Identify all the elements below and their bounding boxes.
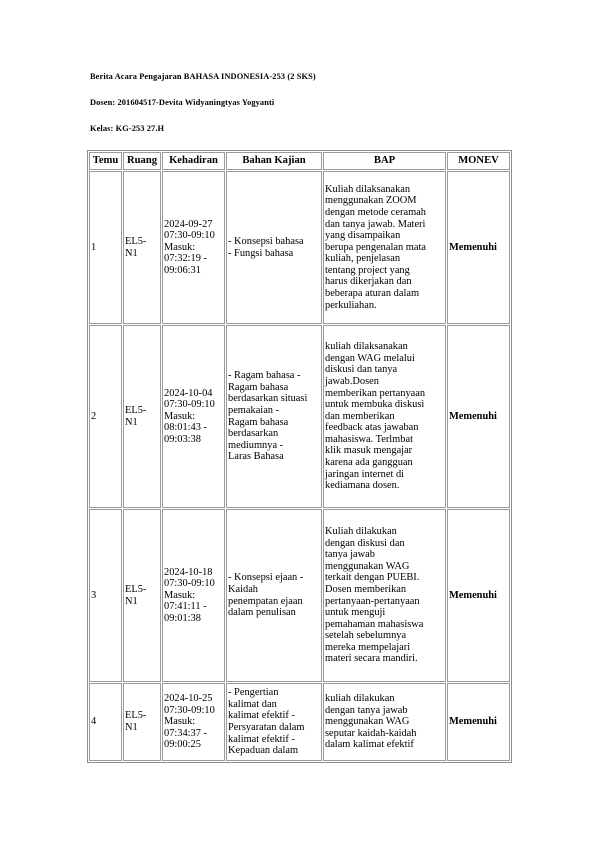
cell-bahan-kajian: - Ragam bahasa - Ragam bahasa berdasarkan situasi pemakaian - Ragam bahasa berdasarkan mediumnya - Laras Bahasa: [226, 325, 322, 508]
class-line: Kelas: KG-253 27.H: [90, 124, 165, 133]
document-title: Berita Acara Pengajaran BAHASA INDONESIA-253 (2 SKS): [90, 72, 316, 81]
column-header-temu: Temu: [89, 152, 122, 170]
column-header-bahan-kajian: Bahan Kajian: [226, 152, 322, 170]
cell-temu: 1: [89, 171, 122, 324]
cell-monev: Memenuhi: [447, 683, 510, 761]
column-header-ruang: Ruang: [123, 152, 161, 170]
cell-bahan-kajian: - Konsepsi bahasa - Fungsi bahasa: [226, 171, 322, 324]
table-row: [89, 325, 510, 508]
cell-kehadiran: 2024-10-25 07:30-09:10 Masuk: 07:34:37 - 09:00:25: [162, 683, 225, 761]
column-header-bap: BAP: [323, 152, 446, 170]
cell-monev: Memenuhi: [447, 325, 510, 508]
cell-ruang: EL5- N1: [123, 171, 161, 324]
teaching-record-table: [87, 150, 512, 763]
table-row: [89, 509, 510, 682]
column-header-kehadiran: Kehadiran: [162, 152, 225, 170]
cell-bap: Kuliah dilaksanakan menggunakan ZOOM dengan metode ceramah dan tanya jawab. Materi yang disampaikan berupa pengenalan mata kuliah, penjelasan tentang project yang harus dikerjakan dan beberapa aturan dalam perkuliahan.: [323, 171, 446, 324]
cell-bap: kuliah dilakukan dengan tanya jawab menggunakan WAG seputar kaidah-kaidah dalam kalimat efektif: [323, 683, 446, 761]
cell-bahan-kajian: - Pengertian kalimat dan kalimat efektif - Persyaratan dalam kalimat efektif - Kepaduan dalam: [226, 683, 322, 761]
cell-bap: kuliah dilaksanakan dengan WAG melalui diskusi dan tanya jawab.Dosen memberikan pertanyaan untuk membuka diskusi dan memberikan feedback atas jawaban mahasiswa. Terlmbat klik masuk mengajar karena ada gangguan jaringan internet di kediamana dosen.: [323, 325, 446, 508]
column-header-monev: MONEV: [447, 152, 510, 170]
lecturer-line: Dosen: 201604517-Devita Widyaningtyas Yogyanti: [90, 98, 275, 107]
table-header-row: [89, 152, 510, 170]
cell-monev: Memenuhi: [447, 509, 510, 682]
cell-kehadiran: 2024-09-27 07:30-09:10 Masuk: 07:32:19 - 09:06:31: [162, 171, 225, 324]
cell-monev: Memenuhi: [447, 171, 510, 324]
table-row: [89, 171, 510, 324]
cell-temu: 2: [89, 325, 122, 508]
cell-bap: Kuliah dilakukan dengan diskusi dan tanya jawab menggunakan WAG terkait dengan PUEBI. Dosen memberikan pertanyaan-pertanyaan untuk menguji pemahaman mahasiswa setelah sebelumnya mereka mempelajari materi secara mandiri.: [323, 509, 446, 682]
cell-kehadiran: 2024-10-18 07:30-09:10 Masuk: 07:41:11 - 09:01:38: [162, 509, 225, 682]
table-row: [89, 683, 510, 761]
cell-kehadiran: 2024-10-04 07:30-09:10 Masuk: 08:01:43 - 09:03:38: [162, 325, 225, 508]
cell-ruang: EL5- N1: [123, 509, 161, 682]
cell-ruang: EL5- N1: [123, 325, 161, 508]
cell-temu: 3: [89, 509, 122, 682]
cell-ruang: EL5- N1: [123, 683, 161, 761]
cell-bahan-kajian: - Konsepsi ejaan - Kaidah penempatan ejaan dalam penulisan: [226, 509, 322, 682]
cell-temu: 4: [89, 683, 122, 761]
